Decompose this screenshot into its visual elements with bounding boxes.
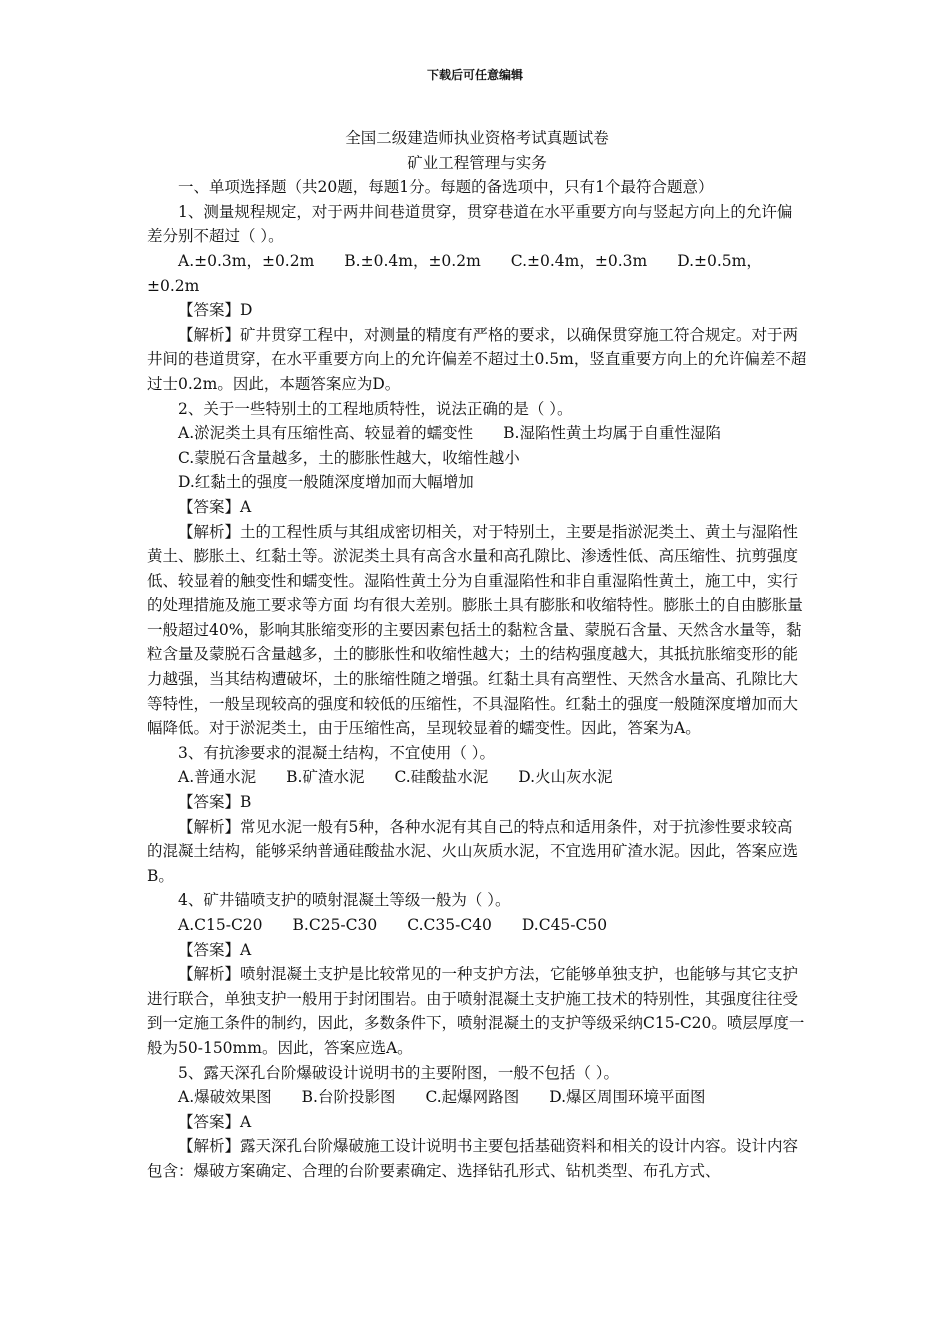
question-4-options	[147, 913, 807, 938]
exam-title: 全国二级建造师执业资格考试真题试卷	[345, 129, 609, 147]
section-heading: 一、单项选择题（共20题，每题1分。每题的备选项中，只有1个最符合题意）	[178, 178, 714, 197]
question-2-option-a: A.淤泥类土具有压缩性高、较显着的蠕变性	[178, 424, 474, 443]
question-5-option-a: A.爆破效果图	[178, 1088, 272, 1107]
question-3-analysis: 【解析】常见水泥一般有5种，各种水泥有其自己的特点和适用条件，对于抗渗性要求较高的混凝土结构，能够采纳普通硅酸盐水泥、火山灰质水泥，不宜选用矿渣水泥。因此，答案应选B。	[147, 817, 799, 885]
question-1-option-d: D.±0.5m，	[677, 251, 762, 270]
question-4-option-d: D.C45-C50	[521, 916, 608, 934]
question-1-option-b: B.±0.4m，±0.2m	[344, 251, 481, 270]
question-5-option-b: B.台阶投影图	[301, 1088, 396, 1107]
question-4-analysis: 【解析】喷射混凝土支护是比较常见的一种支护方法，它能够单独支护，也能够与其它支护进行联合，单独支护一般用于封闭围岩。由于喷射混凝土支护施工技术的特别性，其强度往往受到一定施工条件的制约，因此，多数条件下，喷射混凝土的支护等级采纳C15-C20。喷层厚度一般为50-150mm。因此，答案应选A。	[147, 965, 805, 1057]
question-2-options-row-1	[147, 421, 807, 446]
question-1-option-a: A.±0.3m，±0.2m	[178, 251, 315, 270]
download-note: 下载后可任意编辑	[426, 68, 523, 82]
question-1-option-c: C.±0.4m，±0.3m	[510, 251, 648, 270]
question-5-stem: 5、露天深孔台阶爆破设计说明书的主要附图，一般不包括（ ）。	[178, 1063, 620, 1082]
question-1-analysis: 【解析】矿井贯穿工程中，对测量的精度有严格的要求，以确保贯穿施工符合规定。对于两井间的巷道贯穿，在水平重要方向上的允许偏差不超过土0.5m，竖直重要方向上的允许偏差不超过士0.2m。因此，本题答案应为D。	[147, 325, 807, 393]
question-2-analysis: 【解析】土的工程性质与其组成密切相关，对于特别土，主要是指淤泥类土、黄土与湿陷性黄土、膨胀土、红黏土等。淤泥类土具有高含水量和高孔隙比、渗透性低、高压缩性、抗剪强度低、较显着的触变性和蠕变性。湿陷性黄土分为自重湿陷性和非自重湿陷性黄土，施工中，实行的处理措施及施工要求等方面 均有很大差别。膨胀土具有膨胀和收缩特性。膨胀土的自由膨胀量一般超过40%，影响其胀缩变形的主要因素包括土的黏粒含量、蒙脱石含量、天然含水量等，黏粒含量及蒙脱石含量越多，土的膨胀性和收缩性越大；土的结构强度越大，其抵抗胀缩变形的能力越强，当其结构遭破坏，土的胀缩性随之增强。红黏土具有高塑性、天然含水量高、孔隙比大等特性，一般呈现较高的强度和较低的压缩性，不具湿陷性。红黏土的强度一般随深度增加而大幅降低。对于淤泥类土，由于压缩性高，呈现较显着的蠕变性。因此，答案为A。	[147, 522, 803, 738]
question-3-option-d: D.火山灰水泥	[518, 768, 613, 787]
question-2-answer: 【答案】A	[178, 497, 252, 516]
question-5-option-c: C.起爆网路图	[425, 1088, 520, 1107]
question-2-option-b: B.湿陷性黄土均属于自重性湿陷	[503, 424, 721, 443]
question-3-stem: 3、有抗渗要求的混凝土结构，不宜使用（ ）。	[178, 743, 496, 762]
question-2-stem: 2、关于一些特别土的工程地质特性，说法正确的是（ ）。	[178, 399, 573, 418]
question-3-options	[147, 765, 807, 790]
question-4-option-c: C.C35-C40	[407, 916, 492, 934]
question-2-option-d: D.红黏土的强度一般随深度增加而大幅增加	[178, 473, 474, 492]
question-4-stem: 4、矿井锚喷支护的喷射混凝土等级一般为（ ）。	[178, 891, 511, 910]
question-3-option-c: C.硅酸盐水泥	[394, 768, 489, 787]
question-3-answer: 【答案】B	[178, 793, 252, 812]
question-2-option-c: C.蒙脱石含量越多，土的膨胀性越大，收缩性越小	[178, 448, 520, 467]
question-1-option-d-continued: ±0.2m	[147, 276, 200, 295]
question-3-option-b: B.矿渣水泥	[286, 768, 365, 787]
question-1-answer: 【答案】D	[178, 301, 253, 320]
question-5-analysis: 【解析】露天深孔台阶爆破施工设计说明书主要包括基础资料和相关的设计内容。设计内容包含：爆破方案确定、合理的台阶要素确定、选择钻孔形式、钻机类型、布孔方式、	[147, 1137, 799, 1180]
question-3-option-a: A.普通水泥	[178, 768, 257, 787]
question-4-option-a: A.C15-C20	[178, 916, 263, 934]
question-1-stem: 1、测量规程规定，对于两井间巷道贯穿，贯穿巷道在水平重要方向与竖起方向上的允许偏差分别不超过（ ）。	[147, 202, 793, 246]
question-5-answer: 【答案】A	[178, 1112, 252, 1131]
question-1-options	[147, 249, 807, 274]
question-5-option-d: D.爆区周围环境平面图	[549, 1088, 706, 1107]
question-4-option-b: B.C25-C30	[292, 916, 378, 934]
exam-document	[147, 126, 807, 1184]
exam-subtitle: 矿业工程管理与实务	[407, 153, 547, 172]
question-4-answer: 【答案】A	[178, 940, 252, 959]
question-5-options	[147, 1085, 807, 1110]
